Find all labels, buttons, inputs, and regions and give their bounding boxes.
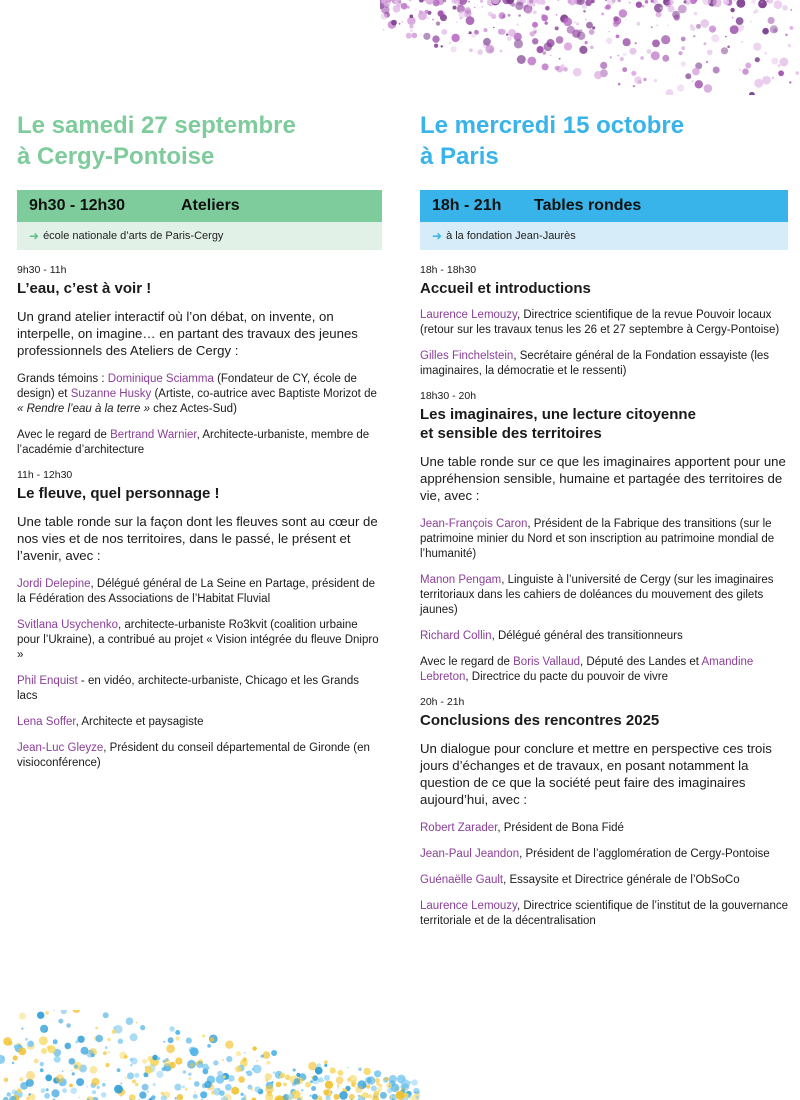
speaker-entry: Richard Collin, Délégué général des transitionneurs xyxy=(420,630,683,642)
speaker-entry: Laurence Lemouzy, Directrice scientifique de la revue Pouvoir locaux (retour sur les travaux tenus les 26 et 27 septembre à Cergy-Pontoise) xyxy=(420,309,780,336)
slot-title: Accueil et introductions xyxy=(420,280,591,297)
purple-splash-decoration xyxy=(380,0,800,95)
arrow-right-icon: ➜ xyxy=(29,229,40,243)
tables-rondes-time: 18h - 21h xyxy=(432,197,502,214)
slot-intro: Un dialogue pour conclure et mettre en perspective ces trois jours d’échanges et de travaux, en posant notamment la question de ce que la société peut faire des imaginaires aujourd’hui, avec : xyxy=(420,741,772,807)
slot-conclusions xyxy=(420,696,788,929)
slot-title: Conclusions des rencontres 2025 xyxy=(420,712,660,729)
slot-title: Le fleuve, quel personnage ! xyxy=(17,485,220,502)
speaker-entry: Svitlana Usychenko, architecte-urbaniste Ro3kvit (coalition urbaine pour l’Ukraine), a contribué au projet « Vision intégrée du fleuve Dnipro » xyxy=(17,619,379,661)
speaker-entry: Laurence Lemouzy, Directrice scientifique de l’institut de la gouvernance territoriale et de la décentralisation xyxy=(420,900,788,927)
slot-imaginaires xyxy=(420,390,788,685)
ateliers-label: Ateliers xyxy=(181,197,240,214)
slot-time: 18h - 18h30 xyxy=(420,264,477,276)
slot-time: 20h - 21h xyxy=(420,696,465,708)
slot-time: 18h30 - 20h xyxy=(420,390,477,402)
slot-accueil xyxy=(420,264,788,379)
left-date-heading: Le samedi 27 septembre à Cergy-Pontoise xyxy=(17,112,296,170)
speaker-entry: Jean-François Caron, Président de la Fabrique des transitions (sur le patrimoine minier du Nord et son inscription au patrimoine mondial de l’humanité) xyxy=(420,518,775,560)
speaker-entry: Lena Soffer, Architecte et paysagiste xyxy=(17,716,204,728)
slot-title: L’eau, c’est à voir ! xyxy=(17,280,152,297)
slot-time: 11h - 12h30 xyxy=(17,469,73,481)
right-column xyxy=(420,110,788,940)
speaker-entry: Phil Enquist - en vidéo, architecte-urbaniste, Chicago et les Grands lacs xyxy=(17,675,359,702)
speaker-entry: Jean-Paul Jeandon, Président de l’agglomération de Cergy-Pontoise xyxy=(420,848,770,860)
regard-entry: Avec le regard de Boris Vallaud, Député des Landes et Amandine Lebreton, Directrice du pacte du pouvoir de vivre xyxy=(420,656,754,683)
tables-rondes-bar xyxy=(420,190,788,222)
slot-time: 9h30 - 11h xyxy=(17,264,67,276)
slot-title: Les imaginaires, une lecture citoyenne et sensible des territoires xyxy=(420,406,696,442)
slot-intro: Une table ronde sur ce que les imaginaires apportent pour une appréhension sensible, humaine et partagée des territoires de vie, avec : xyxy=(420,454,786,503)
slot-eau xyxy=(17,264,382,458)
ateliers-location: ➜ école nationale d’arts de Paris-Cergy xyxy=(17,222,382,250)
yellow-blue-splash-decoration xyxy=(0,1010,420,1100)
tables-rondes-location: ➜ à la fondation Jean-Jaurès xyxy=(420,222,788,250)
slot-fleuve xyxy=(17,469,382,771)
speaker-entry: Jordi Delepine, Délégué général de La Seine en Partage, président de la Fédération des Associations de l’Habitat Fluvial xyxy=(17,578,376,605)
speaker-entry: Jean-Luc Gleyze, Président du conseil départemental de Gironde (en visioconférence) xyxy=(17,742,370,769)
right-date-heading: Le mercredi 15 octobre à Paris xyxy=(420,112,685,170)
arrow-right-icon: ➜ xyxy=(432,229,443,243)
speaker-entry: Robert Zarader, Président de Bona Fidé xyxy=(420,822,624,834)
grands-temoins: Grands témoins : Dominique Sciamma (Fondateur de CY, école de design) et Suzanne Husky (Artiste, co-autrice avec Baptiste Morizot de « Rendre l’eau à la terre » chez Actes-Sud) xyxy=(17,373,377,415)
left-column xyxy=(17,110,382,782)
speaker-entry: Manon Pengam, Linguiste à l’université de Cergy (sur les imaginaires territoriaux dans les cahiers de doléances du mouvement des gilets jaunes) xyxy=(420,574,774,616)
speaker-entry: Gilles Finchelstein, Secrétaire général de la Fondation essayiste (les imaginaires, la démocratie et le ressenti) xyxy=(420,350,770,377)
speaker-entry: Guénaëlle Gault, Essaysite et Directrice générale de l’ObSoCo xyxy=(420,874,740,886)
slot-intro: Un grand atelier interactif où l’on débat, on invente, on interpelle, on imagine… en partant des travaux des jeunes professionnels des Ateliers de Cergy : xyxy=(17,309,358,358)
ateliers-bar xyxy=(17,190,382,222)
slot-intro: Une table ronde sur la façon dont les fleuves sont au cœur de nos vies et de nos territoires, dans le passé, le présent et l’avenir, avec : xyxy=(17,514,378,563)
tables-rondes-label: Tables rondes xyxy=(534,197,642,214)
regard-warnier: Avec le regard de Bertrand Warnier, Architecte-urbaniste, membre de l’académie d’architecture xyxy=(17,429,370,456)
ateliers-time: 9h30 - 12h30 xyxy=(29,197,126,214)
